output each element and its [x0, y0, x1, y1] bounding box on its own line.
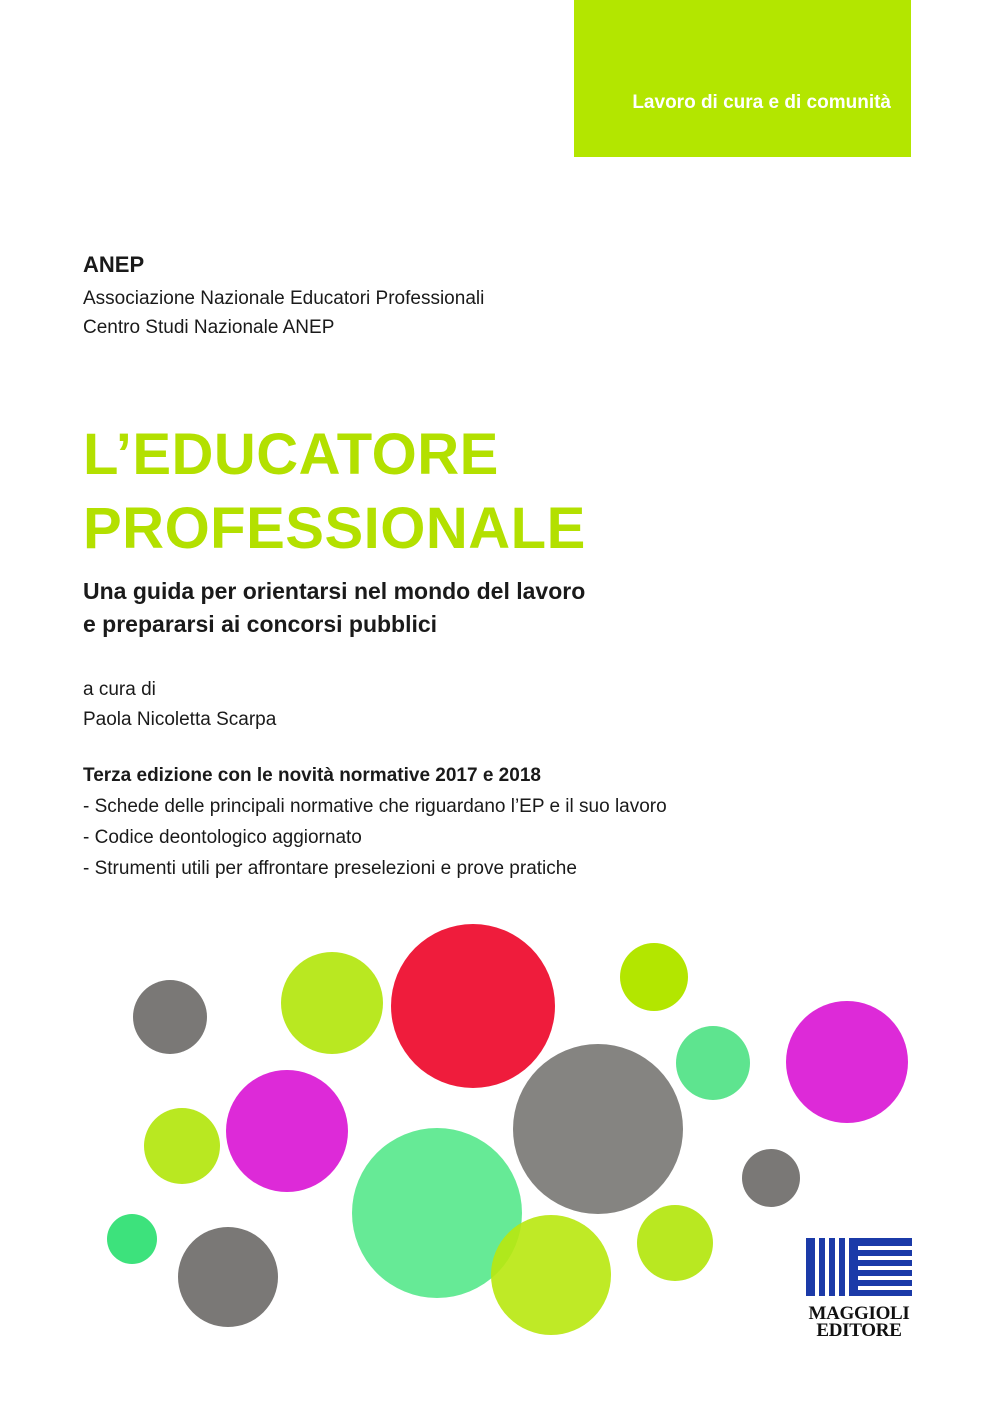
publisher-name: MAGGIOLI [808, 1303, 910, 1324]
editor-name: Paola Nicoletta Scarpa [83, 709, 277, 730]
edition-item: - Strumenti utili per affrontare preselezioni e prove pratiche [83, 858, 577, 879]
series-label: Lavoro di cura e di comunità [632, 92, 891, 113]
circle-lime [620, 943, 688, 1011]
title-line: PROFESSIONALE [83, 496, 586, 561]
circle-magenta [226, 1070, 348, 1192]
circle-lime [637, 1205, 713, 1281]
circle-gray [133, 980, 207, 1054]
editor-line: a cura di [83, 679, 156, 700]
subtitle-line: Una guida per orientarsi nel mondo del lavoro [83, 578, 586, 604]
circle-gray [513, 1044, 683, 1214]
circle-mint [107, 1214, 157, 1264]
publisher-logo [806, 1238, 912, 1339]
circle-magenta [786, 1001, 908, 1123]
circle-lime [144, 1108, 220, 1184]
title-line: L’EDUCATORE [83, 422, 499, 487]
circle-mint [676, 1026, 750, 1100]
circle-gray [178, 1227, 278, 1327]
edition-heading: Terza edizione con le novità normative 2017 e 2018 [83, 765, 541, 786]
circle-gray [742, 1149, 800, 1207]
edition-item: - Schede delle principali normative che riguardano l’EP e il suo lavoro [83, 796, 667, 817]
circle-red [391, 924, 555, 1088]
author-line: Associazione Nazionale Educatori Professionali [83, 288, 485, 309]
subtitle-line: e prepararsi ai concorsi pubblici [83, 611, 438, 637]
author-org: ANEP [83, 252, 145, 277]
edition-item: - Codice deontologico aggiornato [83, 827, 362, 848]
publisher-name: EDITORE [816, 1320, 902, 1341]
circle-lime [281, 952, 383, 1054]
publisher-mark-icon [806, 1238, 912, 1296]
circle-lime [491, 1215, 611, 1335]
author-line: Centro Studi Nazionale ANEP [83, 317, 335, 338]
